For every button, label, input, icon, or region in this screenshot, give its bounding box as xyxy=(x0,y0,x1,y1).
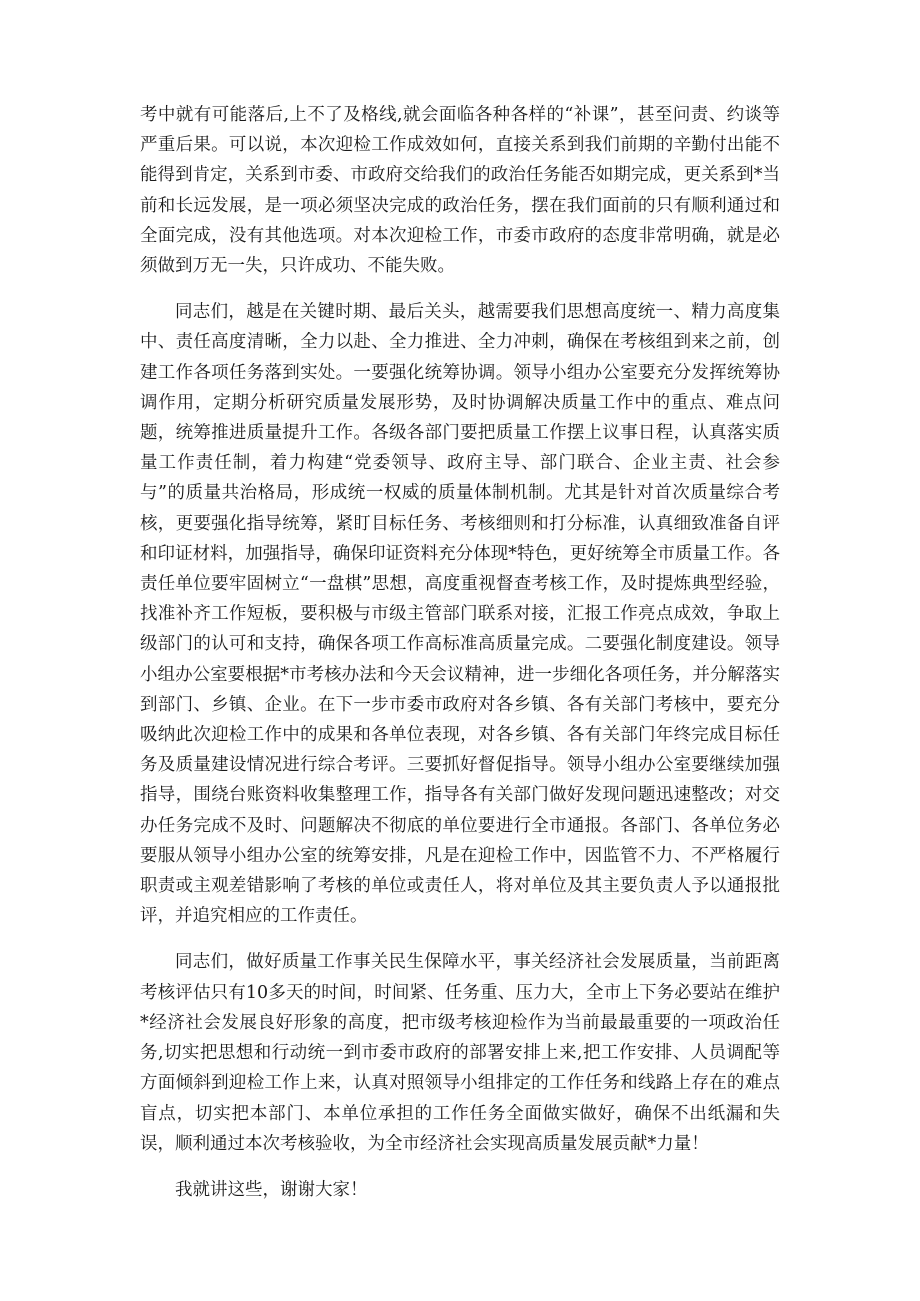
paragraph-gap xyxy=(140,1159,780,1175)
paragraph-mobilization: 同志们，做好质量工作事关民生保障水平，事关经济社会发展质量，当前距离考核评估只有10多天的时间，时间紧、任务重、压力大，全市上下务必要站在维护*经济社会发展良好形象的高度，把市级考核迎检作为当前最最重要的一项政治任务,切实把思想和行动统一到市委市政府的部署安排上来,把工作安排、人员调配等方面倾斜到迎检工作上来，认真对照领导小组排定的工作任务和线路上存在的难点盲点，切实把本部门、本单位承担的工作任务全面做实做好，确保不出纸漏和失误，顺利通过本次考核验收，为全市经济社会实现高质量发展贡献*力量！ xyxy=(140,952,780,1154)
paragraph-closing: 我就讲这些，谢谢大家！ xyxy=(175,1179,368,1200)
document-page xyxy=(140,100,780,1205)
paragraph-gap xyxy=(140,281,780,297)
paragraph-gap xyxy=(140,931,780,947)
paragraph-work-requirements: 同志们，越是在关键时期、最后关头，越需要我们思想高度统一、精力高度集中、责任高度清晰，全力以赴、全力推进、全力冲刺，确保在考核组到来之前，创建工作各项任务落到实处。一要强化统筹协调。领导小组办公室要充分发挥统筹协调作用，定期分析研究质量发展形势，及时协调解决质量工作中的重点、难点问题，统筹推进质量提升工作。各级各部门要把质量工作摆上议事日程，认真落实质量工作责任制，着力构建“党委领导、政府主导、部门联合、企业主责、社会参与”的质量共治格局，形成统一权威的质量体制机制。尤其是针对首次质量综合考核，更要强化指导统筹，紧盯目标任务、考核细则和打分标准，认真细致准备自评和印证材料，加强指导，确保印证资料充分体现*特色，更好统筹全市质量工作。各责任单位要牢固树立“一盘棋”思想，高度重视督查考核工作，及时提炼典型经验，找准补齐工作短板，要积极与市级主管部门联系对接，汇报工作亮点成效，争取上级部门的认可和支持，确保各项工作高标准高质量完成。二要强化制度建设。领导小组办公室要根据*市考核办法和今天会议精神，进一步细化各项任务，并分解落实到部门、乡镇、企业。在下一步市委市政府对各乡镇、各有关部门考核中，要充分吸纳此次迎检工作中的成果和各单位表现，对各乡镇、各有关部门年终完成目标任务及质量建设情况进行综合考评。三要抓好督促指导。领导小组办公室要继续加强指导，围绕台账资料收集整理工作，指导各有关部门做好发现问题迅速整改；对交办任务完成不及时、问题解决不彻底的单位要进行全市通报。各部门、各单位务必要服从领导小组办公室的统筹安排，凡是在迎检工作中，因监管不力、不严格履行职责或主观差错影响了考核的单位或责任人，将对单位及其主要负责人予以通报批评，并追究相应的工作责任。 xyxy=(140,302,780,927)
paragraph-continuation: 考中就有可能落后,上不了及格线,就会面临各种各样的“补课”，甚至问责、约谈等严重后果。可以说，本次迎检工作成效如何，直接关系到我们前期的辛勤付出能不能得到肯定，关系到市委、市政府交给我们的政治任务能否如期完成，更关系到*当前和长远发展，是一项必须坚决完成的政治任务，摆在我们面前的只有顺利通过和全面完成，没有其他选项。对本次迎检工作，市委市政府的态度非常明确，就是必须做到万无一失，只许成功、不能失败。 xyxy=(140,105,780,277)
